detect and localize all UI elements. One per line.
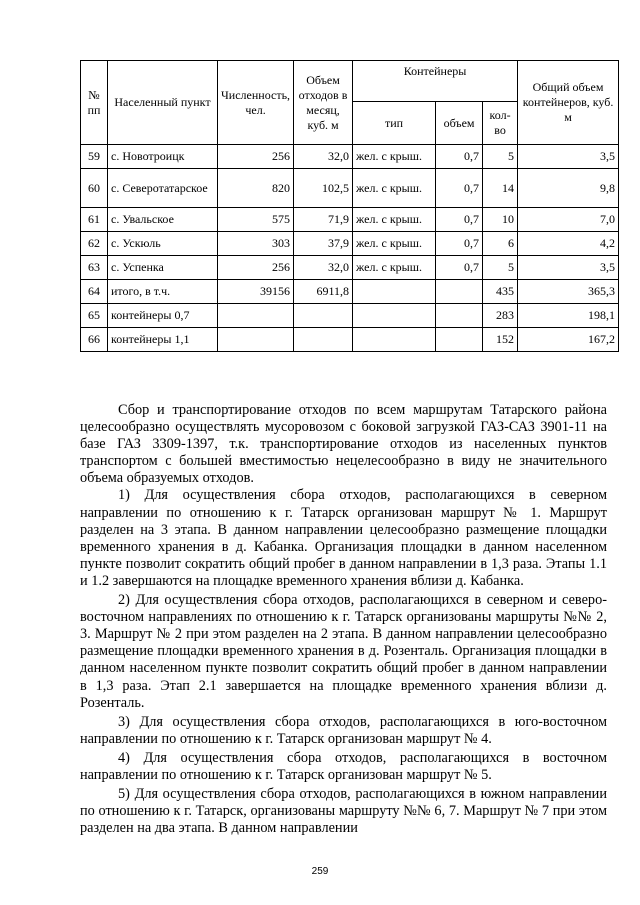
row-waste-volume: 32,0 xyxy=(294,256,353,280)
row-container-volume: 0,7 xyxy=(436,145,483,169)
header-container-volume: объем xyxy=(436,102,483,145)
row-number: 66 xyxy=(81,328,108,352)
header-total-volume: Общий объем контейнеров, куб. м xyxy=(518,61,619,145)
paragraph-route-4: 3) Для осуществления сбора отходов, располагающихся в юго-восточном направлении по отношению к г. Татарск организован маршрут № 4. xyxy=(80,713,607,747)
row-population: 256 xyxy=(218,145,294,169)
row-population: 820 xyxy=(218,169,294,208)
row-total-volume: 3,5 xyxy=(518,256,619,280)
row-number: 59 xyxy=(81,145,108,169)
row-container-count: 152 xyxy=(483,328,518,352)
row-waste-volume xyxy=(294,304,353,328)
row-container-volume: 0,7 xyxy=(436,256,483,280)
row-waste-volume: 6911,8 xyxy=(294,280,353,304)
row-container-count: 283 xyxy=(483,304,518,328)
row-settlement: с. Северотатарское xyxy=(108,169,218,208)
header-container-count: кол-во xyxy=(483,102,518,145)
row-waste-volume: 32,0 xyxy=(294,145,353,169)
row-population: 303 xyxy=(218,232,294,256)
body-text xyxy=(80,402,607,837)
row-population xyxy=(218,328,294,352)
row-container-volume xyxy=(436,304,483,328)
paragraph-intro: Сбор и транспортирование отходов по всем маршрутам Татарского района целесообразно осуществлять мусоровозом с боковой загрузкой ГАЗ-САЗ 3901-11 на базе ГАЗ 3309-1397, т.к. транспортирование отходов из населенных пунктов транспортом с большей вместимостью нецелесообразно в виду не значительного объема образуемых отходов. xyxy=(80,402,607,487)
header-waste-volume: Объем отходов в месяц, куб. м xyxy=(294,61,353,145)
paragraph-route-2-3: 2) Для осуществления сбора отходов, располагающихся в северном и северо-восточном направлениях по отношению к г. Татарск организованы маршруты №№ 2, 3. Маршрут № 2 при этом разделен на 2 этапа. В данном направлении целесообразно размещение площадки временного хранения в д. Розенталь. Организация площадки в данном населенном пункте позволит сократить общий пробег в данном направлении в 1,3 раза. Этап 2.1 завершается на площадке временного хранения вблизи д. Розенталь. xyxy=(80,592,607,711)
row-population xyxy=(218,304,294,328)
row-total-volume: 7,0 xyxy=(518,208,619,232)
row-number: 65 xyxy=(81,304,108,328)
row-total-volume: 9,8 xyxy=(518,169,619,208)
row-container-type: жел. с крыш. xyxy=(353,256,436,280)
row-number: 63 xyxy=(81,256,108,280)
row-waste-volume: 102,5 xyxy=(294,169,353,208)
row-settlement: контейнеры 1,1 xyxy=(108,328,218,352)
row-container-type: жел. с крыш. xyxy=(353,145,436,169)
header-num: № пп xyxy=(81,61,108,145)
row-container-volume xyxy=(436,328,483,352)
row-waste-volume: 71,9 xyxy=(294,208,353,232)
row-container-type: жел. с крыш. xyxy=(353,208,436,232)
paragraph-route-6-7: 5) Для осуществления сбора отходов, располагающихся в южном направлении по отношению к г. Татарск, организованы маршруту №№ 6, 7. Маршрут № 7 при этом разделен на два этапа. В данном направлении xyxy=(80,786,607,837)
row-settlement: итого, в т.ч. xyxy=(108,280,218,304)
row-total-volume: 365,3 xyxy=(518,280,619,304)
row-container-type: жел. с крыш. xyxy=(353,232,436,256)
row-container-count: 5 xyxy=(483,256,518,280)
row-total-volume: 198,1 xyxy=(518,304,619,328)
row-settlement: с. Увальское xyxy=(108,208,218,232)
header-containers: Контейнеры xyxy=(353,61,518,102)
table-row xyxy=(81,145,619,169)
header-settlement: Населенный пункт xyxy=(108,61,218,145)
waste-containers-table xyxy=(80,60,619,352)
row-settlement: с. Ускюль xyxy=(108,232,218,256)
row-settlement: контейнеры 0,7 xyxy=(108,304,218,328)
row-number: 64 xyxy=(81,280,108,304)
row-container-type: жел. с крыш. xyxy=(353,169,436,208)
row-settlement: с. Новотроицк xyxy=(108,145,218,169)
table-row xyxy=(81,232,619,256)
paragraph-route-1: 1) Для осуществления сбора отходов, располагающихся в северном направлении по отношению к г. Татарск организован маршрут № 1. Маршрут разделен на 3 этапа. В данном направлении целесообразно размещение площадки временного хранения в д. Кабанка. Организация площадки в данном населенном пункте позволит сократить общий пробег в данном направлении в 1,3 раза. Этапы 1.1 и 1.2 завершаются на площадке временного хранения вблизи д. Кабанка. xyxy=(80,487,607,589)
row-container-count: 435 xyxy=(483,280,518,304)
row-waste-volume xyxy=(294,328,353,352)
header-population: Численность, чел. xyxy=(218,61,294,145)
row-container-count: 14 xyxy=(483,169,518,208)
row-container-volume: 0,7 xyxy=(436,232,483,256)
table-row xyxy=(81,169,619,208)
row-population: 256 xyxy=(218,256,294,280)
row-container-count: 10 xyxy=(483,208,518,232)
row-number: 61 xyxy=(81,208,108,232)
paragraph-route-5: 4) Для осуществления сбора отходов, располагающихся в восточном направлении по отношению к г. Татарск организован маршрут № 5. xyxy=(80,749,607,783)
row-population: 39156 xyxy=(218,280,294,304)
row-settlement: с. Успенка xyxy=(108,256,218,280)
table-row xyxy=(81,256,619,280)
table-row xyxy=(81,328,619,352)
row-total-volume: 4,2 xyxy=(518,232,619,256)
row-container-type xyxy=(353,328,436,352)
row-waste-volume: 37,9 xyxy=(294,232,353,256)
row-container-type xyxy=(353,280,436,304)
table-row xyxy=(81,304,619,328)
row-total-volume: 3,5 xyxy=(518,145,619,169)
row-container-count: 6 xyxy=(483,232,518,256)
table-row-total xyxy=(81,280,619,304)
row-container-type xyxy=(353,304,436,328)
table-header-row xyxy=(81,61,619,102)
table-row xyxy=(81,208,619,232)
row-number: 62 xyxy=(81,232,108,256)
row-container-volume xyxy=(436,280,483,304)
header-container-type: тип xyxy=(353,102,436,145)
row-total-volume: 167,2 xyxy=(518,328,619,352)
page-number: 259 xyxy=(311,866,329,877)
row-container-volume: 0,7 xyxy=(436,169,483,208)
row-number: 60 xyxy=(81,169,108,208)
row-container-count: 5 xyxy=(483,145,518,169)
row-container-volume: 0,7 xyxy=(436,208,483,232)
row-population: 575 xyxy=(218,208,294,232)
